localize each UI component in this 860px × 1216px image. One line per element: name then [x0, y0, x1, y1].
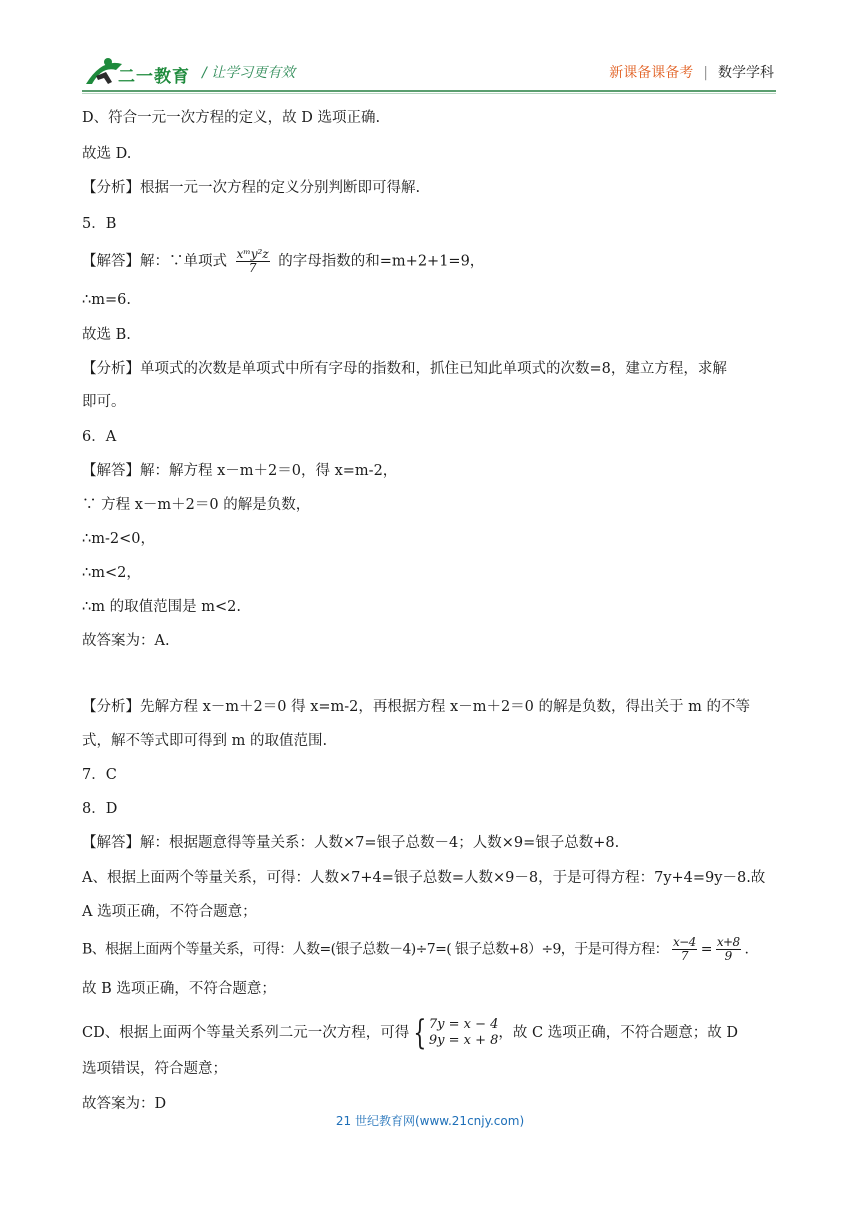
text-span: ，故 C 选项正确，不符合题意；故 D: [498, 1025, 738, 1041]
tag-separator: |: [703, 65, 708, 81]
text-line: [82, 1013, 738, 1053]
text-span: 的字母指数的和=m+2+1=9，: [278, 253, 485, 270]
text-line: ∴m=6.: [82, 292, 131, 308]
text-line: 【分析】先解方程 x－m＋2＝0 得 x=m-2，再根据方程 x－m＋2＝0 的解是负数，得出关于 m 的不等: [82, 699, 750, 715]
fraction-numerator: x+8: [716, 935, 740, 949]
header-rule-thin: [82, 93, 776, 94]
text-line: 即可。: [82, 394, 126, 410]
equals-sign: =: [700, 941, 712, 958]
fraction-denominator: 7: [248, 261, 257, 275]
text-line: 故 B 选项正确，不符合题意；: [82, 981, 276, 997]
text-span: .: [744, 941, 749, 958]
question-number: 8．D: [82, 801, 118, 817]
text-span: CD、根据上面两个等量关系列二元一次方程，可得: [82, 1025, 410, 1041]
equation-system: [429, 1017, 499, 1049]
question-number: 6．A: [82, 429, 117, 445]
equation-fraction-right: [716, 936, 741, 963]
text-line: 故选 B.: [82, 327, 131, 343]
subject-tags: [609, 62, 774, 82]
fraction-numerator: xᵐy²z: [236, 247, 269, 261]
brand-name: 二一教育: [118, 67, 190, 87]
text-line: A 选项正确，不符合题意；: [82, 904, 257, 920]
monomial-fraction: [236, 248, 270, 275]
fraction-denominator: 9: [724, 949, 732, 963]
question-number: 5．B: [82, 216, 117, 232]
text-line: A、根据上面两个等量关系，可得：人数×7+4=银子总数=人数×9－8，于是可得方程：7y+4=9y－8.故: [82, 870, 766, 886]
system-equation-1: 7y = x − 4: [428, 1017, 499, 1032]
text-line: ∵ 方程 x－m＋2＝0 的解是负数，: [82, 497, 311, 513]
fraction-numerator: x−4: [673, 935, 696, 949]
text-line: ∴m-2<0，: [82, 531, 155, 547]
text-line: 【分析】单项式的次数是单项式中所有字母的指数和，抓住已知此单项式的次数=8，建立方程，求解: [82, 361, 727, 377]
text-line: 【解答】解：解方程 x－m＋2＝0，得 x=m-2，: [82, 463, 398, 479]
text-line: D、符合一元一次方程的定义，故 D 选项正确.: [82, 110, 381, 126]
header-rule: [82, 90, 776, 92]
text-line: [82, 936, 748, 963]
text-line: ∴m 的取值范围是 m<2.: [82, 599, 241, 615]
footer-source: 21 世纪教育网(www.21cnjy.com): [335, 1114, 525, 1128]
page-header: [0, 0, 860, 96]
slogan: / 让学习更有效: [202, 65, 296, 81]
tag-prep: 新课备课备考: [609, 65, 694, 81]
text-line: 故答案为：D: [82, 1096, 167, 1112]
fraction-denominator: 7: [680, 949, 688, 963]
text-line: 故选 D.: [82, 146, 132, 162]
text-line: 【分析】根据一元一次方程的定义分别判断即可得解.: [82, 180, 421, 196]
text-line: 选项错误，符合题意；: [82, 1061, 227, 1077]
question-number: 7．C: [82, 767, 117, 783]
text-line: ∴m<2，: [82, 565, 141, 581]
system-equation-2: 9y = x + 8: [428, 1033, 499, 1048]
text-span: B、根据上面两个等量关系，可得：人数=(银子总数－4)÷7=( 银子总数+8）÷9，于是可得方程：: [82, 941, 669, 958]
tag-subject: 数学学科: [718, 65, 774, 81]
text-line: 式，解不等式即可得到 m 的取值范围.: [82, 733, 328, 749]
left-brace: {: [413, 1013, 427, 1053]
text-line: 【解答】解：根据题意得等量关系：人数×7=银子总数－4；人数×9=银子总数+8.: [82, 835, 620, 851]
text-line: [82, 248, 484, 275]
text-span: 【解答】解：∵单项式: [82, 253, 227, 270]
text-line: 故答案为：A.: [82, 633, 170, 649]
equation-fraction-left: [672, 936, 697, 963]
